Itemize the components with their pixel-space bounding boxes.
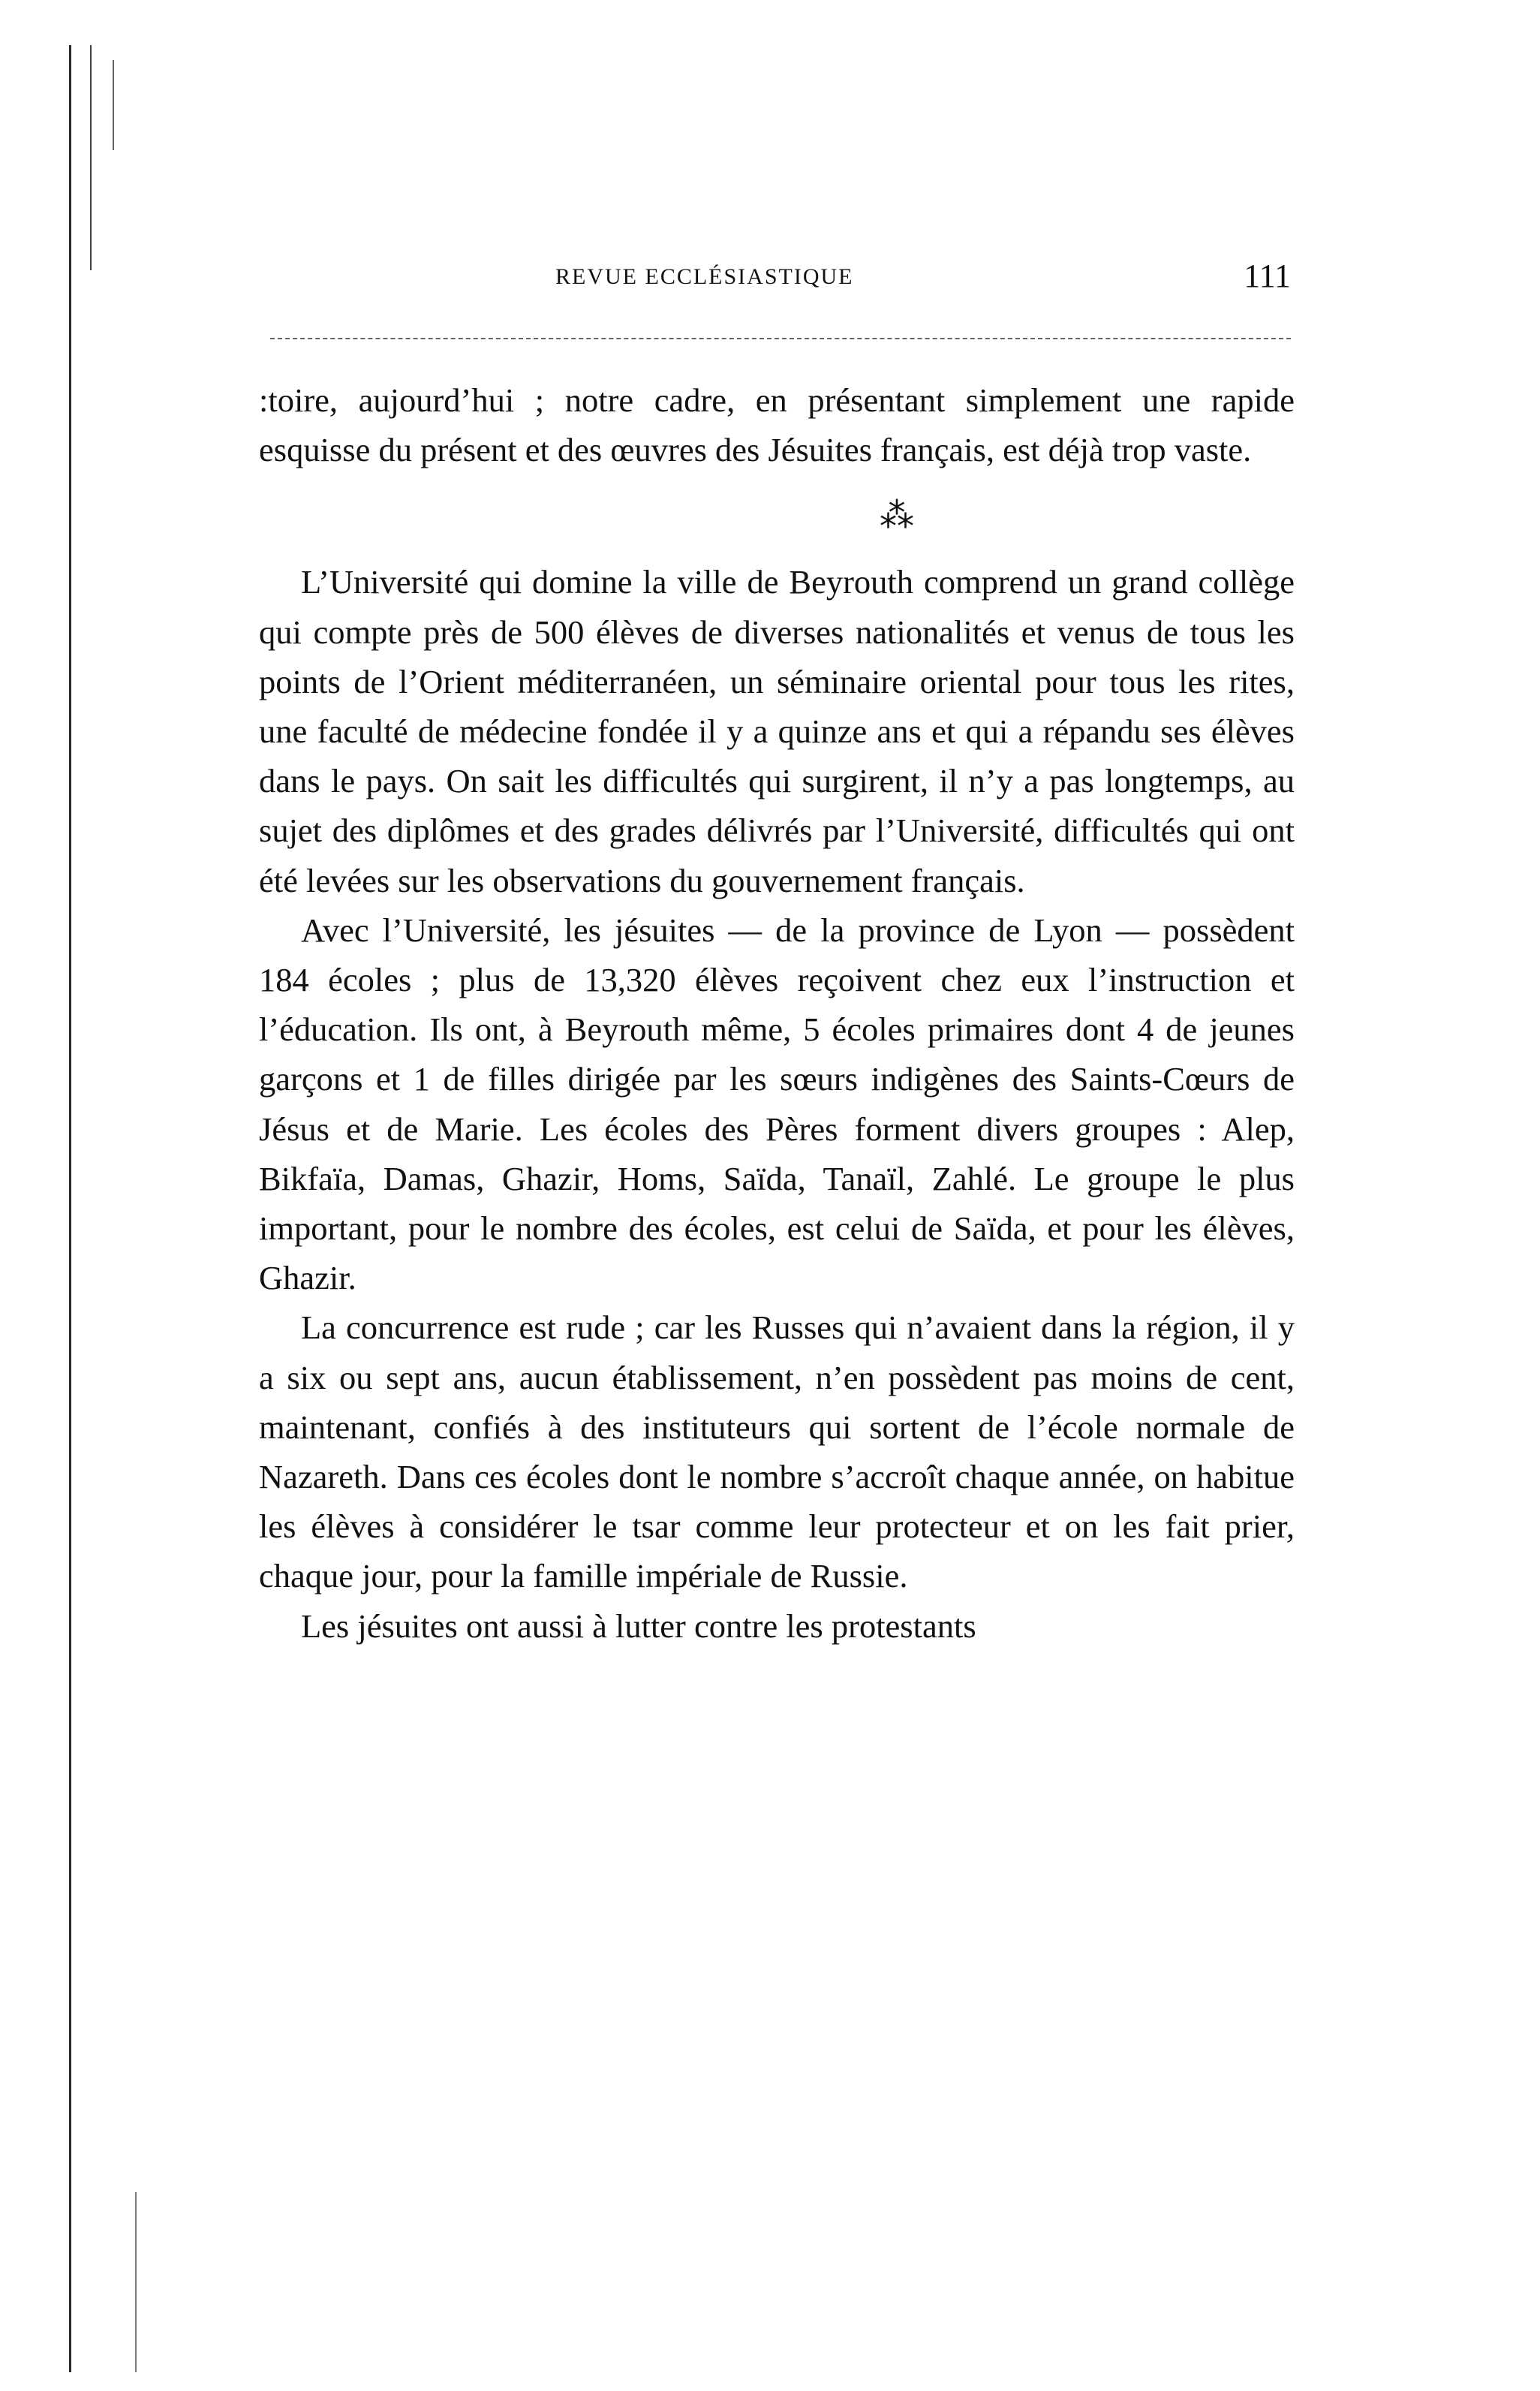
page-header <box>255 257 1291 302</box>
paragraph: L’Université qui domine la ville de Beyrouth comprend un grand collège qui compte près de 500 élèves de diverses nationalités et venus de tous les points de l’Orient méditerranéen, un séminaire oriental pour tous les rites, une faculté de médecine fondée il y a quinze ans et qui a répandu ses élèves dans le pays. On sait les difficultés qui surgirent, il n’y a pas longtemps, au sujet des diplômes et des grades délivrés par l’Université, difficultés qui ont été levées sur les observations du gouvernement français. <box>259 563 1295 899</box>
paragraph-continuation: :toire, aujourd’hui ; notre cadre, en présentant simplement une rapide esquisse du présent et des œuvres des Jésuites français, est déjà trop vaste. <box>259 381 1295 469</box>
paragraph: La concurrence est rude ; car les Russes qui n’avaient dans la région, il y a six ou sept ans, aucun établissement, n’en possèdent pas moins de cent, maintenant, confiés à des instituteurs qui sortent de l’école normale de Nazareth. Dans ces écoles dont le nombre s’accroît chaque année, on habitue les élèves à considérer le tsar comme leur protecteur et on les fait prier, chaque jour, pour la famille impériale de Russie. <box>259 1308 1295 1595</box>
scan-edge-mark <box>113 60 114 150</box>
asterism-divider: ⁂ <box>880 496 914 535</box>
body-text <box>259 375 1295 1651</box>
scan-edge-line <box>69 45 71 2372</box>
paragraph: Les jésuites ont aussi à lutter contre les protestants <box>301 1607 976 1645</box>
page-number: 111 <box>1244 257 1291 294</box>
paragraph: Avec l’Université, les jésuites — de la province de Lyon — possèdent 184 écoles ; plus de 13,320 élèves reçoivent chez eux l’instruction et l’éducation. Ils ont, à Beyrouth même, 5 écoles primaires dont 4 de jeunes garçons et 1 de filles dirigée par les sœurs indigènes des Saints-Cœurs de Jésus et de Marie. Les écoles des Pères forment divers groupes : Alep, Bikfaïa, Damas, Ghazir, Homs, Saïda, Tanaïl, Zahlé. Le groupe le plus important, pour le nombre des écoles, est celui de Saïda, et pour les élèves, Ghazir. <box>259 911 1295 1297</box>
header-rule <box>270 338 1291 339</box>
scan-edge-mark <box>90 45 92 270</box>
running-title: REVUE ECCLÉSIASTIQUE <box>555 264 854 289</box>
scan-edge-mark <box>135 2192 137 2372</box>
